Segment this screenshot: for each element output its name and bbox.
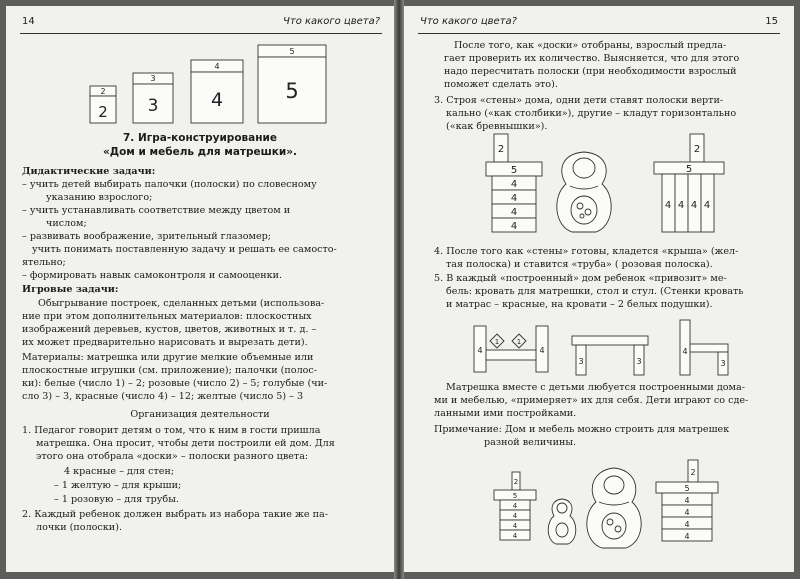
text-line: поможет сделать это). — [444, 79, 558, 90]
text-line: 3. Строя «стены» дома, одни дети ставят полоски верти- — [434, 95, 724, 106]
text-line: плоскостные игрушки (см. приложение); палочки (полос- — [22, 365, 318, 376]
figure-label: 4 — [510, 207, 518, 218]
subsection-heading: Организация деятельности — [130, 409, 270, 420]
header-rule — [418, 33, 780, 34]
sticks-figure — [6, 6, 394, 126]
figure-label: 3 — [147, 96, 159, 116]
subsection-label: Игровые задачи: — [22, 284, 119, 295]
figure-label: 4 — [703, 200, 711, 211]
figure-label: 4 — [510, 221, 518, 232]
text-line: числом; — [46, 218, 87, 229]
section-heading: 7. Игра-конструирование — [123, 132, 277, 144]
text-line: и матрас – красные, на кровати – 2 белых подушки). — [446, 299, 713, 310]
text-line: 1. Педагог говорит детям о том, что к ним в гости пришла — [22, 425, 321, 436]
text-line: надо пересчитать полоски (при необходимости взрослый — [444, 66, 737, 77]
running-title: Что какого цвета? — [283, 16, 380, 27]
text-line: 4. После того как «стены» готовы, кладется «крыша» (жел- — [434, 246, 739, 257]
figure-label: 4 — [677, 200, 685, 211]
list-item: – 1 розовую – для трубы. — [54, 494, 179, 505]
text-line: 2. Каждый ребенок должен выбрать из набора такие же па- — [22, 509, 328, 520]
small-matryoshka-image — [548, 499, 576, 544]
figure-label: 2 — [693, 144, 701, 155]
houses-figure — [404, 134, 794, 244]
bed-mattress — [486, 350, 536, 360]
right-page — [404, 6, 794, 572]
text-line: ми и мебелью, «примеряет» их для себя. Дети играют со сде- — [434, 395, 749, 406]
text-line: бель: кровать для матрешки, стол и стул. (Стенки кровать — [446, 286, 744, 297]
figure-label: 5 — [512, 492, 518, 500]
subsection-label: Дидактические задачи: — [22, 166, 156, 177]
text-line: гает проверить их количество. Выясняется, что для этого — [444, 53, 740, 64]
book-gutter — [394, 0, 404, 579]
figure-label: 5 — [285, 79, 299, 103]
figure-label: 4 — [684, 520, 690, 529]
figure-label: 4 — [210, 89, 224, 111]
figure-label: 4 — [512, 512, 518, 520]
figure-label: 3 — [636, 357, 642, 366]
page-number: 14 — [22, 16, 35, 27]
page-number: 15 — [765, 16, 778, 27]
figure-label: 4 — [539, 346, 545, 355]
text-line: лочки (полоски). — [36, 522, 122, 533]
text-line: ние при этом дополнительных материалов: плоскостных — [22, 311, 312, 322]
text-line: – учить детей выбирать палочки (полоски) по словесному — [22, 179, 317, 190]
figure-label: 1 — [516, 338, 522, 346]
figure-label: 2 — [497, 144, 505, 155]
figure-label: 4 — [684, 508, 690, 517]
figure-label: 5 — [684, 484, 690, 493]
figure-label: 4 — [512, 502, 518, 510]
text-line: Примечание: Дом и мебель можно строить для матрешек — [434, 424, 730, 435]
text-line: ятельно; — [22, 257, 66, 268]
text-line: Матрешка вместе с детьми любуется построенными дома- — [446, 382, 745, 393]
text-line: этого она отобрала «доски» – полоски разного цвета: — [36, 451, 309, 462]
figure-label: 2 — [100, 87, 106, 96]
figure-label: 3 — [578, 357, 584, 366]
text-line: сло 3) – 3, красные (число 4) – 12; желтые (число 5) – 3 — [22, 391, 304, 402]
figure-label: 5 — [289, 47, 295, 56]
text-line: Обыгрывание построек, сделанных детьми (использова- — [38, 298, 325, 309]
figure-label: 4 — [214, 62, 220, 71]
figure-label: 4 — [477, 346, 483, 355]
text-line: После того, как «доски» отобраны, взрослый предла- — [454, 40, 727, 51]
figure-label: 4 — [684, 496, 690, 505]
text-line: их может предварительно нарисовать и вырезать дети). — [22, 337, 308, 348]
section-subheading: «Дом и мебель для матрешки». — [102, 146, 298, 158]
text-line: – развивать воображение, зрительный глазомер; — [22, 231, 272, 242]
matryoshka-doll-image — [557, 152, 611, 232]
text-line: матрешка. Она просит, чтобы дети построили ей дом. Для — [36, 438, 335, 449]
figure-label: 4 — [512, 532, 518, 540]
text-line: ки): белые (число 1) – 2; розовые (число 2) – 5; голубые (чи- — [22, 378, 328, 389]
figure-label: 4 — [512, 522, 518, 530]
figure-label: 4 — [682, 347, 688, 356]
text-line: тая полоска) и ставится «труба» ( розовая полоска). — [446, 259, 713, 270]
bottom-figure — [404, 452, 794, 572]
text-line: изображений деревьев, кустов, цветов, животных и т. д. – — [22, 324, 317, 335]
large-matryoshka-image — [587, 468, 641, 548]
left-page — [6, 6, 394, 572]
text-line: разной величины. — [484, 437, 577, 448]
running-title: Что какого цвета? — [420, 16, 517, 27]
list-item: 4 красные – для стен; — [64, 466, 175, 477]
figure-label: 3 — [150, 74, 156, 83]
figure-label: 2 — [513, 478, 519, 486]
list-item: – 1 желтую – для крыши; — [54, 480, 182, 491]
chair-seat — [690, 344, 728, 352]
figure-label: 5 — [510, 165, 518, 176]
text-line: ланными ими постройками. — [434, 408, 577, 419]
figure-label: 4 — [690, 200, 698, 211]
text-line: указанию взрослого; — [46, 192, 153, 203]
figure-label: 4 — [664, 200, 672, 211]
figure-label: 4 — [510, 193, 518, 204]
figure-label: 4 — [510, 179, 518, 190]
text-line: учить понимать поставленную задачу и решать ее самосто- — [32, 244, 337, 255]
text-line: – формировать навык самоконтроля и самооценки. — [22, 270, 283, 281]
text-line: («как бревнышки»). — [446, 121, 548, 132]
text-line: Материалы: матрешка или другие мелкие объемные или — [22, 352, 314, 363]
furniture-figure — [404, 320, 794, 380]
figure-label: 2 — [690, 468, 696, 477]
table-top — [572, 336, 648, 345]
figure-label: 5 — [685, 164, 693, 175]
text-line: 5. В каждый «построенный» дом ребенок «привозит» ме- — [434, 273, 727, 284]
text-line: – учить устанавливать соответствие между цветом и — [22, 205, 291, 216]
figure-label: 4 — [684, 532, 690, 541]
text-line: кально («как столбики»), другие – кладут горизонтально — [446, 108, 737, 119]
figure-label: 3 — [720, 359, 726, 368]
figure-label: 1 — [494, 338, 500, 346]
figure-label: 2 — [98, 103, 108, 121]
